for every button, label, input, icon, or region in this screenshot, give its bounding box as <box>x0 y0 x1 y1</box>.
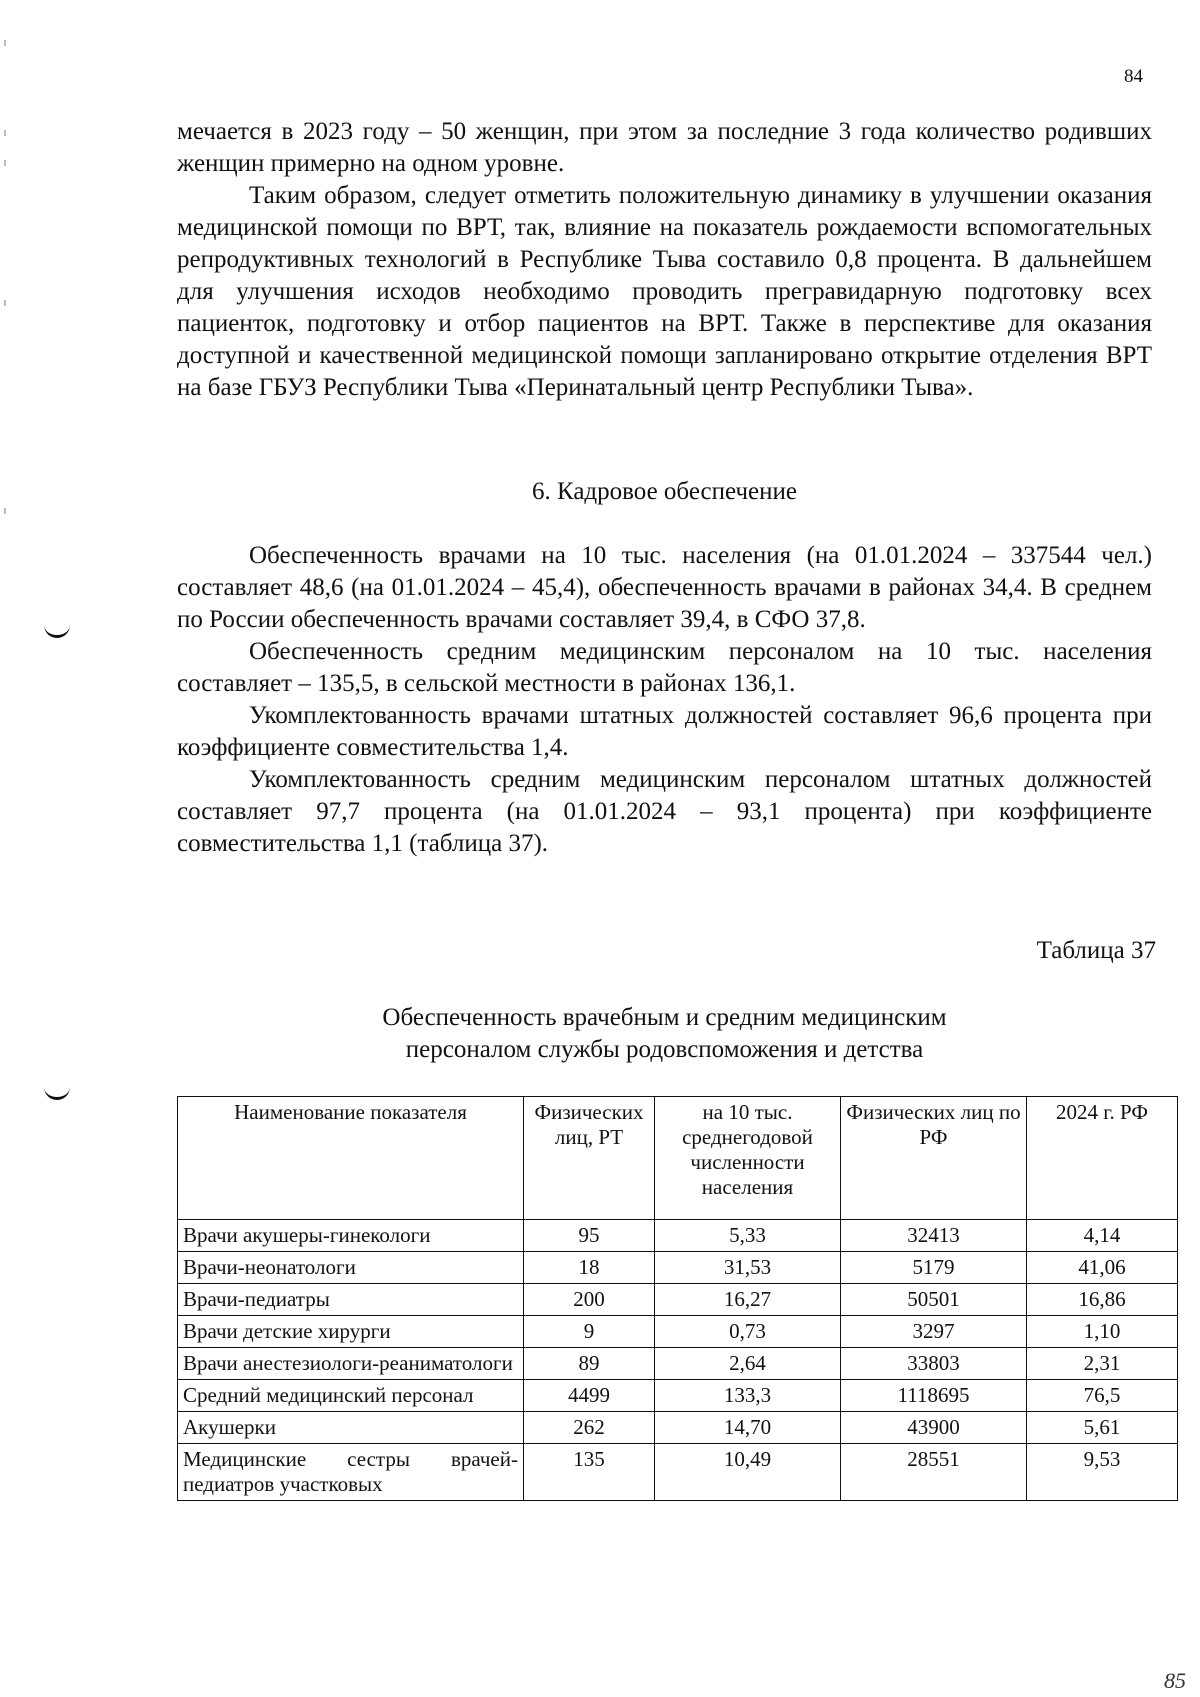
header-cell: Физических лиц по РФ <box>841 1097 1027 1220</box>
table-row <box>178 1220 1178 1252</box>
table-cell: 1118695 <box>841 1380 1027 1412</box>
header-cell: Наименование показателя <box>178 1097 524 1220</box>
table-label: Таблица 37 <box>1036 937 1156 964</box>
table-cell: 33803 <box>841 1348 1027 1380</box>
table-cell: 5,61 <box>1027 1412 1178 1444</box>
section-text <box>177 540 1152 860</box>
paragraph: Обеспеченность врачами на 10 тыс. населения (на 01.01.2024 – 337544 чел.) составляет 48,6 (на 01.01.2024 – 45,4), обеспеченность врачами в районах 34,4. В среднем по России обеспеченность врачами составляет 39,4, в СФО 37,8. <box>177 542 1152 633</box>
table-cell: 5,33 <box>655 1220 841 1252</box>
table-cell: 76,5 <box>1027 1380 1178 1412</box>
paragraph: Укомплектованность средним медицинским персоналом штатных должностей составляет 97,7 процента (на 01.01.2024 – 93,1 процента) при коэффициенте совместительства 1,1 (таблица 37). <box>177 766 1152 857</box>
header-cell: Физических лиц, РТ <box>524 1097 655 1220</box>
table-cell: 4,14 <box>1027 1220 1178 1252</box>
table-title <box>177 1002 1152 1066</box>
paragraph: мечается в 2023 году – 50 женщин, при этом за последние 3 года количество родивших женщин примерно на одном уровне. <box>177 118 1152 177</box>
scan-curve-mark <box>44 1083 70 1100</box>
table-title-line: Обеспеченность врачебным и средним медицинским <box>382 1004 947 1031</box>
table-cell: 43900 <box>841 1412 1027 1444</box>
table-cell: 200 <box>524 1284 655 1316</box>
table-cell: 9,53 <box>1027 1444 1178 1501</box>
table-cell: 10,49 <box>655 1444 841 1501</box>
table-cell: 95 <box>524 1220 655 1252</box>
table-cell: 4499 <box>524 1380 655 1412</box>
table-cell: 262 <box>524 1412 655 1444</box>
table-cell: 2,64 <box>655 1348 841 1380</box>
table-cell: 89 <box>524 1348 655 1380</box>
table-cell: 133,3 <box>655 1380 841 1412</box>
table-cell: 16,27 <box>655 1284 841 1316</box>
table-cell: 50501 <box>841 1284 1027 1316</box>
table-cell: Врачи детские хирурги <box>178 1316 524 1348</box>
table-cell: Врачи анестезиологи-реаниматологи <box>178 1348 524 1380</box>
table-row <box>178 1252 1178 1284</box>
table-cell: 5179 <box>841 1252 1027 1284</box>
table-cell: Врачи-неонатологи <box>178 1252 524 1284</box>
table-cell: Медицинские сестры врачей-педиатров участковых <box>178 1444 524 1501</box>
table-cell: 0,73 <box>655 1316 841 1348</box>
table-cell: Врачи-педиатры <box>178 1284 524 1316</box>
scan-curve-mark <box>44 621 70 638</box>
table-cell: Акушерки <box>178 1412 524 1444</box>
scan-margin-dot <box>4 160 6 166</box>
staffing-table-wrapper <box>177 1096 1178 1501</box>
table-cell: 3297 <box>841 1316 1027 1348</box>
table-cell: Врачи акушеры-гинекологи <box>178 1220 524 1252</box>
table-row <box>178 1380 1178 1412</box>
page-number: 84 <box>1124 66 1143 87</box>
handwritten-page-note: 85 <box>1164 1668 1186 1693</box>
scan-margin-dot <box>4 508 6 514</box>
header-cell: 2024 г. РФ <box>1027 1097 1178 1220</box>
table-row <box>178 1444 1178 1501</box>
staffing-table <box>177 1096 1178 1501</box>
table-row <box>178 1316 1178 1348</box>
table-cell: Средний медицинский персонал <box>178 1380 524 1412</box>
table-row <box>178 1284 1178 1316</box>
table-cell: 41,06 <box>1027 1252 1178 1284</box>
table-header-row <box>178 1097 1178 1220</box>
table-cell: 32413 <box>841 1220 1027 1252</box>
scan-margin-dot <box>4 130 6 136</box>
paragraph: Обеспеченность средним медицинским персоналом на 10 тыс. населения составляет – 135,5, в сельской местности в районах 136,1. <box>177 638 1152 697</box>
paragraph: Укомплектованность врачами штатных должностей составляет 96,6 процента при коэффициенте совместительства 1,4. <box>177 702 1152 761</box>
intro-text <box>177 116 1152 404</box>
table-row <box>178 1412 1178 1444</box>
table-cell: 31,53 <box>655 1252 841 1284</box>
table-cell: 16,86 <box>1027 1284 1178 1316</box>
table-cell: 2,31 <box>1027 1348 1178 1380</box>
table-cell: 9 <box>524 1316 655 1348</box>
table-cell: 28551 <box>841 1444 1027 1501</box>
paragraph: Таким образом, следует отметить положительную динамику в улучшении оказания медицинской помощи по ВРТ, так, влияние на показатель рождаемости вспомогательных репродуктивных технологий в Республике Тыва составило 0,8 процента. В дальнейшем для улучшения исходов необходимо проводить прегравидарную подготовку всех пациенток, подготовку и отбор пациентов на ВРТ. Также в перспективе для оказания доступной и качественной медицинской помощи запланировано открытие отделения ВРТ на базе ГБУЗ Республики Тыва «Перинатальный центр Республики Тыва». <box>177 182 1152 401</box>
scan-margin-dot <box>4 40 6 46</box>
table-row <box>178 1348 1178 1380</box>
table-cell: 14,70 <box>655 1412 841 1444</box>
table-cell: 18 <box>524 1252 655 1284</box>
table-cell: 1,10 <box>1027 1316 1178 1348</box>
table-cell: 135 <box>524 1444 655 1501</box>
header-cell: на 10 тыс. среднегодовой численности населения <box>655 1097 841 1220</box>
section-heading: 6. Кадровое обеспечение <box>531 478 798 505</box>
scan-margin-dot <box>4 300 6 306</box>
table-title-line: персоналом службы родовспоможения и детства <box>405 1036 924 1063</box>
